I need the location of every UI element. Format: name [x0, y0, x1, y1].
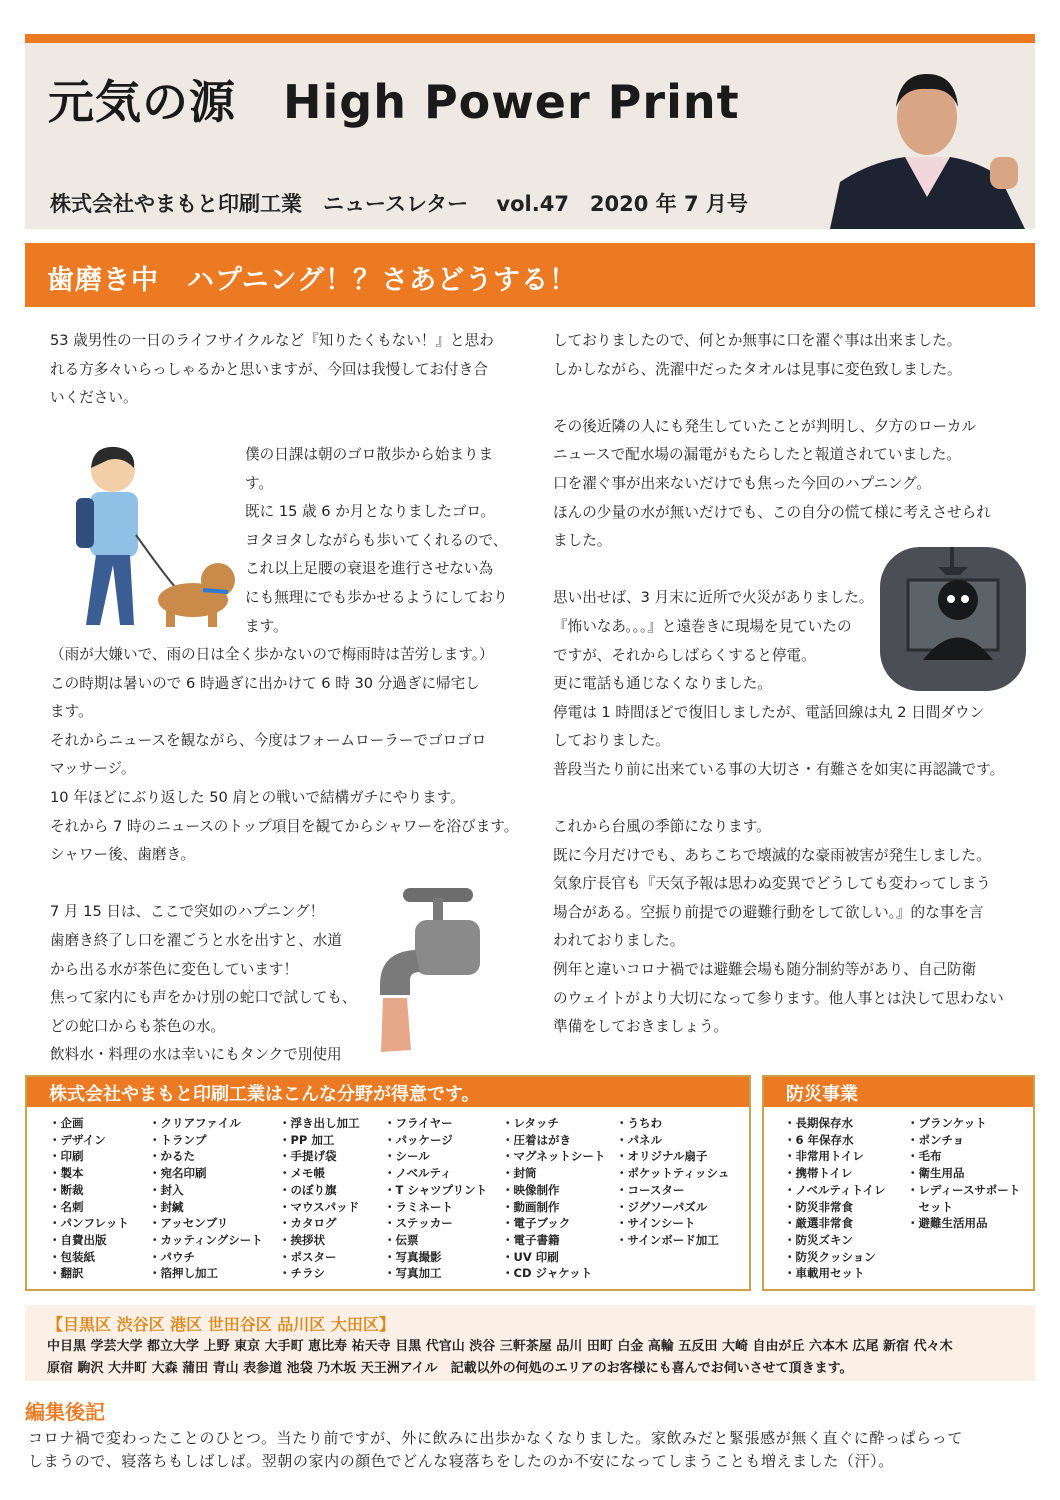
left-column-wrap — [245, 441, 508, 641]
text-line: ・企画 — [49, 1116, 84, 1130]
text-line: シャワー後、歯磨き。 — [50, 846, 196, 864]
disaster-box — [762, 1075, 1035, 1291]
text-line: 思い出せば、3 月末に近所で火災がありました。 — [553, 589, 874, 607]
text-line: ・のぼり旗 — [279, 1182, 337, 1197]
power-outage-illustration — [878, 545, 1028, 693]
text-line: ・カッティングシート — [149, 1232, 263, 1247]
text-line: ・写真加工 — [384, 1266, 442, 1281]
areas-line: 中目黒 学芸大学 都立大学 上野 東京 大手町 恵比寿 祐天寺 目黒 代官山 渋谷 三軒茶屋 品川 田町 白金 高輪 五反田 大崎 自由が丘 六本木 広尾 新宿 代々木 — [47, 1339, 953, 1354]
text-line: 歯磨き終了し口を濯ごうと水を出すと、水道 — [50, 931, 342, 949]
text-line: ・封筒 — [502, 1166, 537, 1181]
text-line: 普段当たり前に出来ている事の大切さ・有難さを如実に再認識です。 — [553, 760, 1005, 778]
text-line: ・パンフレット — [49, 1216, 129, 1231]
text-line: ・ノベルティトイレ — [784, 1182, 886, 1197]
text-line: ・マグネットシート — [502, 1149, 606, 1164]
text-line: のウェイトがより大切になって参ります。他人事とは決して思わない — [553, 989, 1004, 1007]
text-line: 53 歳男性の一日のライフサイクルなど『知りたくもない！』と思わ — [50, 332, 494, 349]
text-line: ・PP 加工 — [279, 1132, 335, 1147]
text-line: どの蛇口からも茶色の水。 — [50, 1017, 226, 1035]
text-line: ・防災クッション — [784, 1249, 876, 1264]
text-line: 停電は 1 時間ほどで復旧しましたが、電話回線は丸 2 日間ダウン — [553, 703, 985, 721]
services-column — [49, 1115, 129, 1282]
text-line: ・包装紙 — [49, 1249, 95, 1264]
text-line: ・デザイン — [49, 1132, 106, 1147]
text-line: ます。 — [245, 617, 288, 635]
article-headline: 歯磨き中 ハプニング！？さあどうする！ — [25, 243, 1035, 307]
text-line: 『怖いなあ。。。』と遠巻きに現場を見ていたの — [553, 617, 852, 635]
newsletter-subtitle: 株式会社やまもと印刷工業 ニュースレター vol.47 2020 年 7 月号 — [50, 192, 748, 216]
text-line: しかしながら、洗濯中だったタオルは見事に変色致しました。 — [553, 360, 962, 378]
services-column — [616, 1115, 729, 1249]
text-line: この時期は暑いので 6 時過ぎに出かけて 6 時 30 分過ぎに帰宅し — [50, 674, 480, 692]
text-line: ・6 年保存水 — [784, 1132, 854, 1147]
text-line: ・パウチ — [149, 1249, 195, 1264]
text-line: ・チラシ — [279, 1266, 325, 1281]
text-line: （雨が大嫌いで、雨の日は全く歩かないので梅雨時は苦労します。） — [50, 646, 494, 663]
text-line: ・シール — [384, 1149, 430, 1164]
editor-note-line: しまうので、寝落ちもしばしば。翌朝の家内の顔色でどんな寝落ちをしたのか不安になってしまうことも増えました（汗）。 — [28, 1452, 894, 1470]
text-line: 僕の日課は朝のゴロ散歩から始まりま — [245, 446, 494, 463]
text-line: ・名刺 — [49, 1199, 84, 1214]
text-line: す。 — [245, 474, 274, 492]
text-line: ・トランプ — [149, 1132, 207, 1147]
text-line: セット — [907, 1199, 953, 1214]
text-line: 口を濯ぐ事が出来ないだけでも焦った今回のハプニング。 — [553, 474, 931, 492]
text-line: 飲料水・料理の水は幸いにもタンクで別使用 — [50, 1046, 342, 1064]
text-line: 例年と違いコロナ禍では避難会場も随分制約等があり、自己防衛 — [553, 961, 977, 979]
text-line: ・圧着はがき — [502, 1132, 571, 1147]
text-line: ・断裁 — [49, 1182, 84, 1197]
text-line: ・ブランケット — [907, 1116, 987, 1130]
text-line: ですが、それからしばらくすると停電。 — [553, 646, 816, 664]
text-line: ・翻訳 — [49, 1266, 84, 1281]
text-line: ・印刷 — [49, 1149, 84, 1164]
text-line: ・オリジナル扇子 — [616, 1149, 708, 1164]
services-column — [279, 1115, 360, 1282]
text-line: ・パネル — [616, 1132, 662, 1147]
text-line: ・カタログ — [279, 1216, 337, 1231]
text-line: ヨタヨタしながらも歩いてくれるので、 — [245, 531, 508, 549]
newsletter-title: 元気の源 High Power Print — [48, 75, 740, 129]
text-line: ・クリアファイル — [149, 1116, 241, 1130]
text-line — [553, 785, 1004, 814]
text-line: ・ジグソーパズル — [616, 1199, 708, 1214]
faucet-brown-water-illustration — [375, 880, 485, 1058]
text-line: ・自費出版 — [49, 1232, 107, 1247]
text-line: しておりましたので、何とか無事に口を濯ぐ事は出来ました。 — [553, 332, 962, 349]
text-line: ・コースター — [616, 1182, 685, 1197]
text-line: ・動画制作 — [502, 1199, 560, 1214]
text-line: ほんの少量の水が無いだけでも、この自分の慌て様に考えさせられ — [553, 503, 991, 521]
text-line: いください。 — [50, 389, 138, 407]
disaster-column — [784, 1115, 886, 1282]
text-line: ・ポスター — [279, 1249, 337, 1264]
text-line: ・長期保存水 — [784, 1116, 853, 1130]
text-line: マッサージ。 — [50, 760, 136, 778]
text-line: ・封緘 — [149, 1199, 184, 1214]
text-line: ・ポケットティッシュ — [616, 1166, 730, 1181]
text-line: 焦って家内にも声をかけ別の蛇口で試しても、 — [50, 989, 357, 1007]
text-line: 気象庁長官も『天気予報は思わぬ変異でどうしても変わってしまう — [553, 875, 991, 893]
text-line: ・ラミネート — [384, 1199, 453, 1214]
text-line: ・厳選非常食 — [784, 1216, 853, 1231]
text-line: 更に電話も通じなくなりました。 — [553, 675, 772, 693]
text-line: ・ステッカー — [384, 1216, 453, 1231]
text-line: ・うちわ — [616, 1116, 662, 1130]
text-line: ・アッセンブリ — [149, 1216, 229, 1231]
text-line: ・製本 — [49, 1166, 84, 1181]
text-line: ・防災ズキン — [784, 1232, 853, 1247]
editor-note-line: コロナ禍で変わったことのひとつ。当たり前ですが、外に飲みに出歩かなくなりました。家飲みだと緊張感が無く直ぐに酔っぱらって — [28, 1429, 963, 1447]
text-line: ・伝票 — [384, 1232, 419, 1247]
top-accent-bar — [25, 34, 1035, 43]
text-line: ・UV 印刷 — [502, 1249, 559, 1264]
text-line: ・車載用セット — [784, 1266, 865, 1281]
text-line: ・電子ブック — [502, 1216, 571, 1231]
services-column — [502, 1115, 605, 1282]
text-line: ・宛名印刷 — [149, 1166, 207, 1181]
text-line: 既に今月だけでも、あちこちで壊滅的な豪雨被害が発生しました。 — [553, 846, 991, 864]
text-line: れる方多々いらっしゃるかと思いますが、今回は我慢してお付き合 — [50, 360, 488, 378]
text-line: これ以上足腰の衰退を進行させない為 — [245, 560, 494, 578]
text-line: ・封入 — [149, 1182, 184, 1197]
text-line: ・CD ジャケット — [502, 1266, 593, 1281]
services-box — [25, 1075, 751, 1291]
text-line: ・レタッチ — [502, 1116, 560, 1130]
editor-note-heading: 編集後記 — [25, 1400, 105, 1424]
text-line: ・マウスパッド — [279, 1199, 360, 1214]
text-line: これから台風の季節になります。 — [553, 818, 771, 836]
text-line: にも無理にでも歩かせるようにしており — [245, 588, 508, 606]
text-line: ・携帯トイレ — [784, 1166, 853, 1181]
disaster-column — [907, 1115, 1020, 1232]
text-line: ます。 — [50, 703, 93, 721]
text-line — [553, 384, 1004, 413]
text-line: ・毛布 — [907, 1149, 942, 1164]
text-line: ・箔押し加工 — [149, 1266, 218, 1281]
text-line: ・電子書籍 — [502, 1232, 560, 1247]
text-line: ・メモ帳 — [279, 1166, 325, 1181]
text-line: ・レディースサポート — [907, 1182, 1021, 1197]
text-line: ・写真撮影 — [384, 1249, 442, 1264]
text-line: ・かるた — [149, 1149, 195, 1164]
text-line: ニュースで配水場の漏電がもたらしたと報道されていました。 — [553, 446, 961, 464]
text-line: ・非常用トイレ — [784, 1149, 864, 1164]
text-line: 既に 15 歳 6 か月となりましたゴロ。 — [245, 503, 496, 521]
text-line: ・ポンチョ — [907, 1132, 965, 1147]
author-photo — [830, 62, 1025, 229]
text-line: 準備をしておきましょう。 — [553, 1018, 729, 1036]
text-line: ・サインボード加工 — [616, 1232, 719, 1247]
text-line: 10 年ほどにぶり返した 50 肩との戦いで結構ガチにやります。 — [50, 788, 465, 806]
text-line: ・衛生用品 — [907, 1166, 965, 1181]
text-line: それから 7 時のニュースのトップ項目を観てからシャワーを浴びます。 — [50, 817, 519, 835]
areas-line: 原宿 駒沢 大井町 大森 蒲田 青山 表参道 池袋 乃木坂 天王洲アイル 記載以外の何処のエリアのお客様にも喜んでお伺いさせて頂きます。 — [47, 1361, 853, 1376]
text-line: ・防災非常食 — [784, 1199, 853, 1214]
text-line: ・T シャツプリント — [384, 1182, 488, 1197]
text-line: ました。 — [553, 532, 612, 550]
text-line: ・手提げ袋 — [279, 1149, 337, 1164]
text-line: から出る水が茶色に変色しています！ — [50, 960, 299, 978]
text-line: ・避難生活用品 — [907, 1216, 988, 1231]
text-line: しておりました。 — [553, 732, 670, 750]
text-line: その後近隣の人にも発生していたことが判明し、夕方のローカル — [553, 417, 976, 435]
man-walking-dog-illustration — [68, 440, 243, 635]
disaster-title: 防災事業 — [764, 1077, 1033, 1107]
text-line — [50, 413, 494, 442]
services-column — [149, 1115, 263, 1282]
left-column-intro — [50, 327, 494, 441]
text-line: ・ノベルティ — [384, 1166, 452, 1181]
services-title: 株式会社やまもと印刷工業はこんな分野が得意です。 — [27, 1077, 749, 1107]
text-line: ・浮き出し加工 — [279, 1116, 360, 1130]
text-line: ・パッケージ — [384, 1132, 453, 1147]
text-line: ・フライヤー — [384, 1116, 453, 1130]
areas-heading: 【目黒区 渋谷区 港区 世田谷区 品川区 大田区】 — [47, 1315, 395, 1334]
text-line: 場合がある。空振り前提での避難行動をして欲しい。』的な事を言 — [553, 903, 984, 921]
text-line: 7 月 15 日は、ここで突如のハプニング！ — [50, 903, 325, 921]
text-line: ・挨拶状 — [279, 1232, 325, 1247]
service-areas — [25, 1305, 1035, 1381]
text-line: それからニュースを観ながら、今度はフォームローラーでゴロゴロ — [50, 731, 487, 749]
text-line: ・サインシート — [616, 1216, 696, 1231]
text-line: ・映像制作 — [502, 1182, 560, 1197]
services-column — [384, 1115, 487, 1282]
text-line: われておりました。 — [553, 932, 685, 950]
